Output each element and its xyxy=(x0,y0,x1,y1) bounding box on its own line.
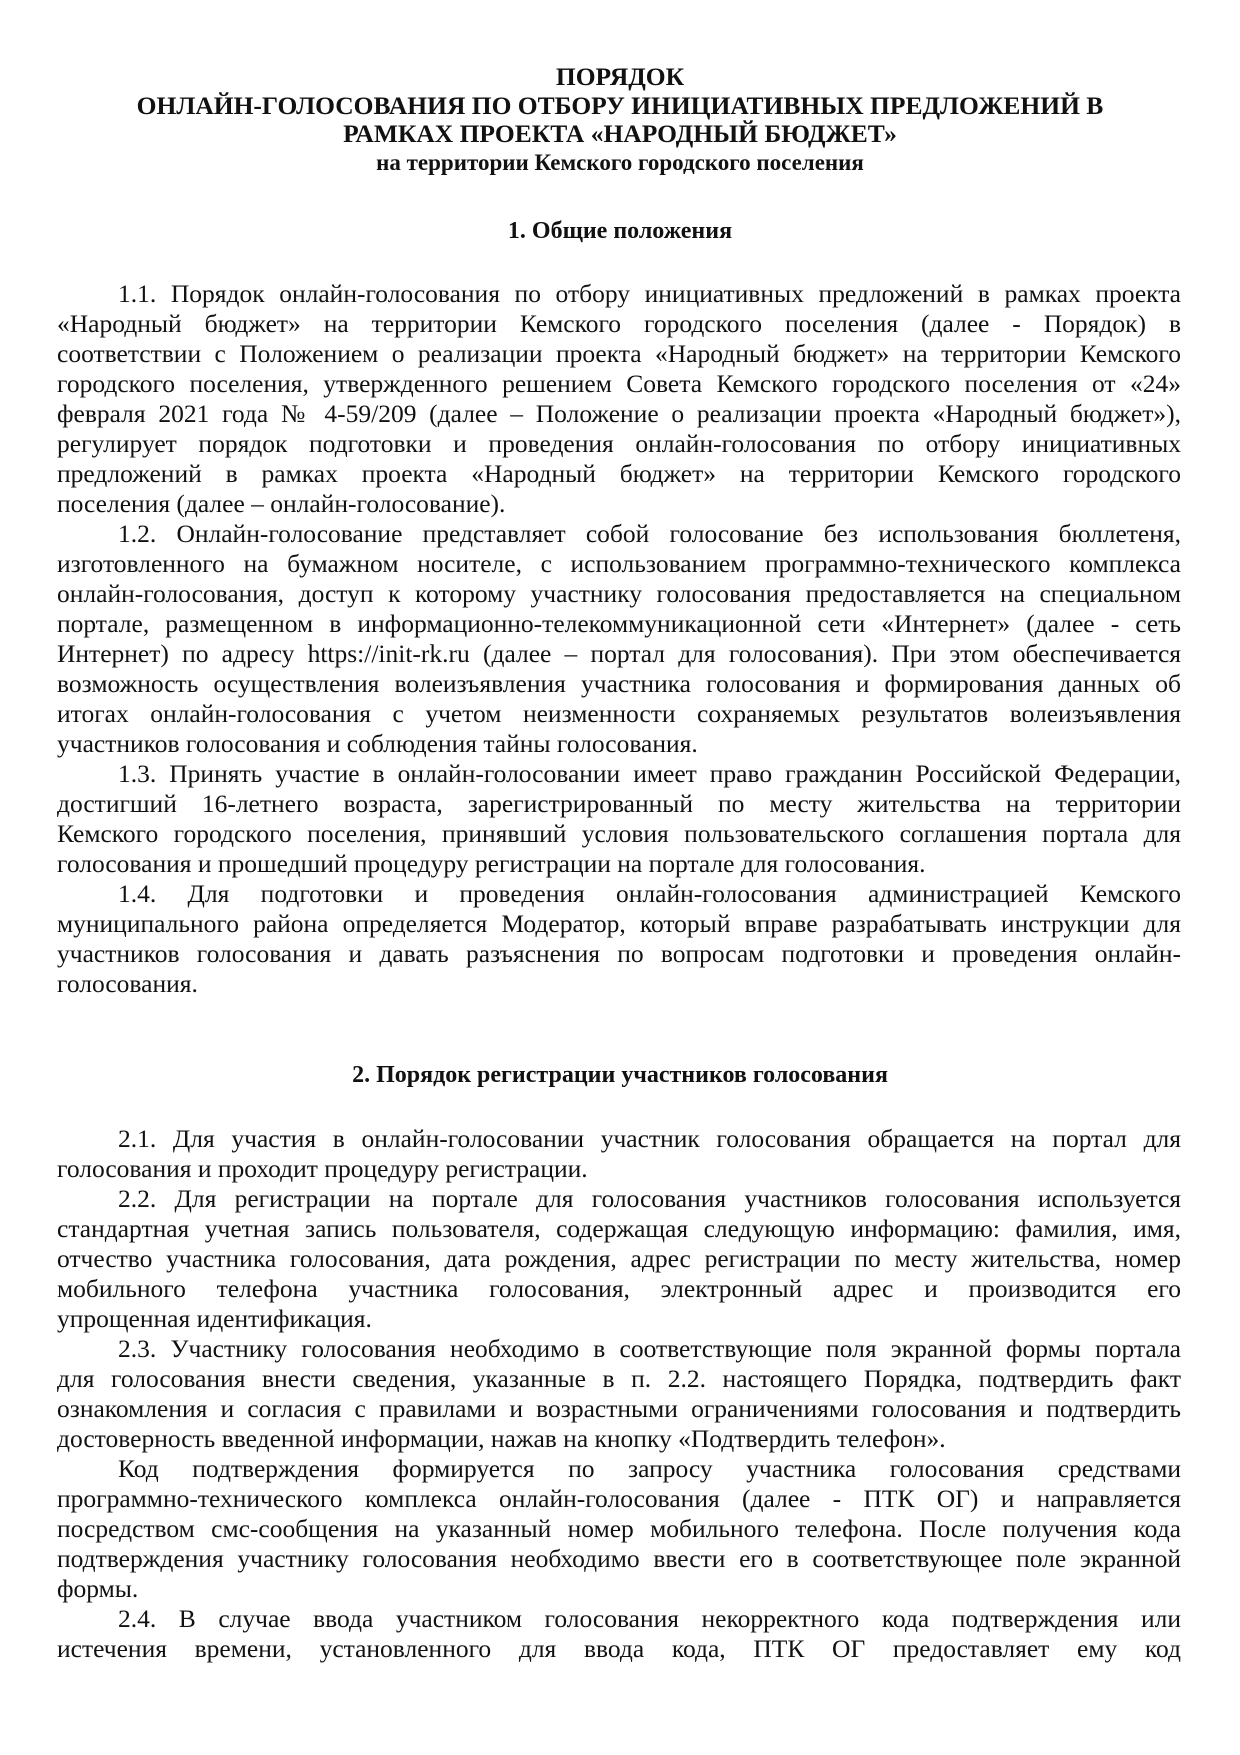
paragraph-line: Кемского городского поселения, принявший условия пользовательского соглашения портала для xyxy=(57,819,1181,848)
paragraph-line: февраля 2021 года № 4-59/209 (далее – Положение о реализации проекта «Народный бюджет»), xyxy=(57,399,1181,428)
title-line: ПОРЯДОК xyxy=(555,62,685,91)
paragraph-line: портале, размещенном в информационно-телекоммуникационной сети «Интернет» (далее - сеть xyxy=(57,609,1181,638)
paragraph-line: Код подтверждения формируется по запросу участника голосования средствами xyxy=(118,1454,1181,1483)
paragraph-line: 2.3. Участнику голосования необходимо в соответствующие поля экранной формы портала xyxy=(118,1334,1181,1363)
paragraph-line: 1.3. Принять участие в онлайн-голосовании имеет право гражданин Российской Федерации, xyxy=(118,759,1181,788)
paragraph-line: 2.4. В случае ввода участником голосования некорректного кода подтверждения или xyxy=(118,1604,1181,1633)
paragraph-line: 2.1. Для участия в онлайн-голосовании участник голосования обращается на портал для xyxy=(118,1124,1181,1153)
title-subline: на территории Кемского городского поселения xyxy=(376,150,864,175)
section-heading: 1. Общие положения xyxy=(507,218,733,244)
paragraph-line: предложений в рамках проекта «Народный бюджет» на территории Кемского городского xyxy=(57,459,1181,488)
title-line: РАМКАХ ПРОЕКТА «НАРОДНЫЙ БЮДЖЕТ» xyxy=(343,119,897,148)
paragraph-line: итогах онлайн-голосования с учетом неизменности сохраняемых результатов волеизъявления xyxy=(57,699,1181,728)
paragraph-line: участников голосования и давать разъяснения по вопросам подготовки и проведения онлайн- xyxy=(57,939,1181,968)
section-heading: 2. Порядок регистрации участников голосования xyxy=(352,1062,888,1088)
paragraph-line: голосования и прошедший процедуру регистрации на портале для голосования. xyxy=(57,849,926,878)
paragraph-line: 2.2. Для регистрации на портале для голосования участников голосования используется xyxy=(118,1184,1181,1213)
paragraph-line: онлайн-голосования, доступ к которому участнику голосования предоставляется на специальном xyxy=(57,579,1181,608)
paragraph-line: голосования и проходит процедуру регистрации. xyxy=(57,1154,588,1183)
paragraph-line: «Народный бюджет» на территории Кемского городского поселения (далее - Порядок) в xyxy=(57,309,1181,338)
paragraph-line: достоверность введенной информации, нажав на кнопку «Подтвердить телефон». xyxy=(57,1424,946,1453)
paragraph-line: городского поселения, утвержденного решением Совета Кемского городского поселения от «24» xyxy=(57,369,1181,398)
paragraph-line: для голосования внести сведения, указанные в п. 2.2. настоящего Порядка, подтвердить факт xyxy=(57,1364,1181,1393)
paragraph-line: 1.2. Онлайн-голосование представляет собой голосование без использования бюллетеня, xyxy=(118,519,1181,548)
paragraph-line: достигший 16-летнего возраста, зарегистрированный по месту жительства на территории xyxy=(57,789,1181,818)
paragraph-line: 1.1. Порядок онлайн-голосования по отбору инициативных предложений в рамках проекта xyxy=(118,279,1181,308)
paragraph-line: Интернет) по адресу https://init-rk.ru (далее – портал для голосования). При этом обеспечивается xyxy=(57,639,1181,668)
paragraph-line: истечения времени, установленного для ввода кода, ПТК ОГ предоставляет ему код xyxy=(57,1634,1181,1663)
paragraph-line: посредством смс-сообщения на указанный номер мобильного телефона. После получения кода xyxy=(57,1514,1181,1543)
paragraph-line: отчество участника голосования, дата рождения, адрес регистрации по месту жительства, номер xyxy=(57,1244,1181,1273)
paragraph-line: подтверждения участнику голосования необходимо ввести его в соответствующее поле экранной xyxy=(57,1544,1181,1573)
paragraph-line: упрощенная идентификация. xyxy=(57,1304,372,1333)
paragraph-line: ознакомления и согласия с правилами и возрастными ограничениями голосования и подтвердить xyxy=(57,1394,1181,1423)
paragraph-line: соответствии с Положением о реализации проекта «Народный бюджет» на территории Кемского xyxy=(57,339,1181,368)
paragraph-line: 1.4. Для подготовки и проведения онлайн-голосования администрацией Кемского xyxy=(118,879,1181,908)
paragraph-line: поселения (далее – онлайн-голосование). xyxy=(57,489,506,518)
paragraph-line: формы. xyxy=(57,1574,139,1603)
paragraph-line: стандартная учетная запись пользователя, содержащая следующую информацию: фамилия, имя, xyxy=(57,1214,1181,1243)
paragraph-line: программно-технического комплекса онлайн-голосования (далее - ПТК ОГ) и направляется xyxy=(57,1484,1181,1513)
paragraph-line: голосования. xyxy=(57,969,198,998)
paragraph-line: изготовленного на бумажном носителе, с использованием программно-технического комплекса xyxy=(57,549,1181,578)
title-line: ОНЛАЙН-ГОЛОСОВАНИЯ ПО ОТБОРУ ИНИЦИАТИВНЫХ ПРЕДЛОЖЕНИЙ В xyxy=(136,91,1104,120)
paragraph-line: участников голосования и соблюдения тайны голосования. xyxy=(57,729,698,758)
paragraph-line: муниципального района определяется Модератор, который вправе разрабатывать инструкции для xyxy=(57,909,1181,938)
paragraph-line: возможность осуществления волеизъявления участника голосования и формирования данных об xyxy=(57,669,1181,698)
paragraph-line: мобильного телефона участника голосования, электронный адрес и производится его xyxy=(57,1274,1181,1303)
paragraph-line: регулирует порядок подготовки и проведения онлайн-голосования по отбору инициативных xyxy=(57,429,1181,458)
